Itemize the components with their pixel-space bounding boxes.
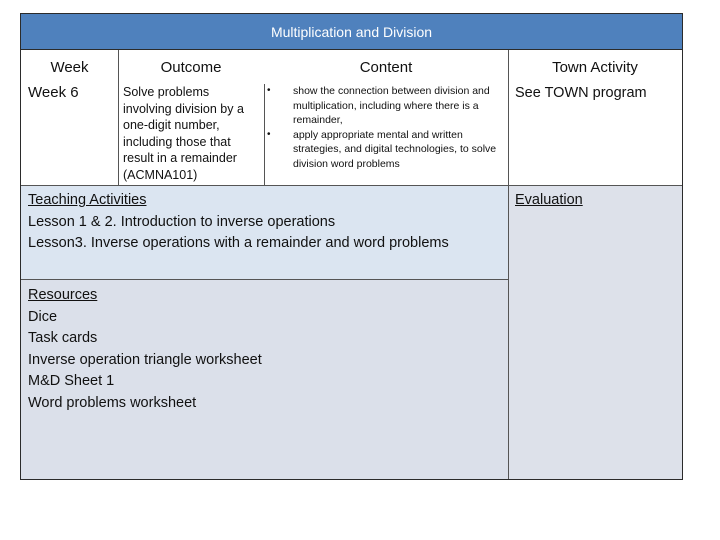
resource-item: M&D Sheet 1 xyxy=(28,373,115,389)
evaluation-heading: Evaluation xyxy=(515,192,583,208)
teaching-activities-lines xyxy=(28,212,501,255)
header-content: Content xyxy=(264,50,508,84)
header-outcome: Outcome xyxy=(118,50,264,84)
resource-item: Inverse operation triangle worksheet xyxy=(28,351,262,368)
content-item-text: show the connection between division and multiplication, including where there is a remainder, xyxy=(293,85,490,126)
divider xyxy=(21,279,508,280)
content-cell xyxy=(267,84,503,171)
bullet-icon: • xyxy=(267,128,271,140)
divider xyxy=(508,50,509,479)
content-item-text: apply appropriate mental and written strategies, and digital technologies, to solve division word problems xyxy=(293,128,497,170)
resources-cell xyxy=(21,279,508,479)
bullet-icon: • xyxy=(267,85,271,96)
resources-list xyxy=(28,307,501,415)
table-title: Multiplication and Division xyxy=(21,14,682,50)
resources-heading: Resources xyxy=(28,287,98,303)
teaching-activities-cell xyxy=(21,185,508,279)
town-activity-value: See TOWN program xyxy=(515,85,647,101)
divider xyxy=(21,185,682,186)
content-item xyxy=(267,128,503,172)
week-value: Week 6 xyxy=(28,84,79,101)
resource-item: Dice xyxy=(28,308,58,325)
header-town-activity: Town Activity xyxy=(508,50,682,84)
resource-item: Word problems worksheet xyxy=(28,394,197,411)
content-list xyxy=(267,84,503,171)
teaching-line: Lesson 1 & 2. Introduction to inverse operations xyxy=(28,213,336,230)
content-item xyxy=(267,84,503,128)
resource-item: Task cards xyxy=(28,330,98,346)
divider xyxy=(264,84,265,185)
divider xyxy=(118,50,119,185)
outcome-text: Solve problems involving division by a one-digit number, including those that result in a remainder (ACMNA101) xyxy=(123,85,244,182)
teaching-activities-heading: Teaching Activities xyxy=(28,192,147,208)
header-week: Week xyxy=(21,50,118,84)
lesson-plan-table xyxy=(20,13,683,480)
teaching-line: Lesson3. Inverse operations with a remainder and word problems xyxy=(28,235,449,251)
evaluation-cell xyxy=(508,185,682,479)
